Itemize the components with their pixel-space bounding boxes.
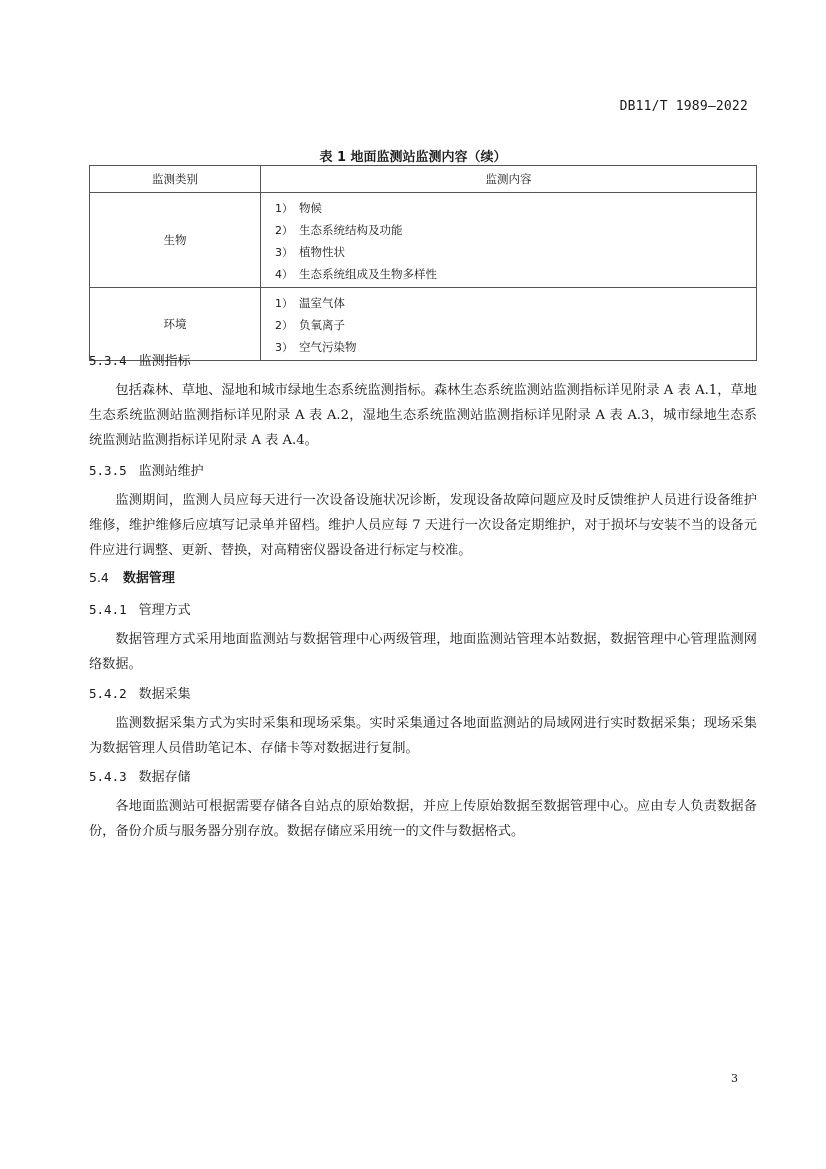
item-text: 生态系统组成及生物多样性 [299, 267, 437, 281]
item-text: 植物性状 [299, 245, 345, 259]
list-item [275, 314, 756, 336]
list-item [275, 241, 756, 263]
section-title: 监测站维护 [138, 464, 204, 479]
item-text: 空气污染物 [299, 340, 357, 354]
section-number: 5.4 [89, 570, 109, 585]
section-title: 数据存储 [138, 770, 191, 785]
section-paragraph: 监测期间，监测人员应每天进行一次设备设施状况诊断，发现设备故障问题应及时反馈维护人员进行设备维护维修，维护维修后应填写记录单并留档。维护人员应每 7 天进行一次设备定期维护，对于损坏与安装不当的设备元件应进行调整、更新、替换，对高精密仪器设备进行标定与校准。 [89, 493, 757, 558]
section-paragraph: 各地面监测站可根据需要存储各自站点的原始数据，并应上传原始数据至数据管理中心。应由专人负责数据备份，备份介质与服务器分别存放。数据存储应采用统一的文件与数据格式。 [89, 799, 757, 839]
section-paragraph: 包括森林、草地、湿地和城市绿地生态系统监测指标。森林生态系统监测站监测指标详见附录 A 表 A.1，草地生态系统监测站监测指标详见附录 A 表 A.2，湿地生态系统监测站监测指标详见附录 A 表 A.3，城市绿地生态系统监测站监测指标详见附录 A 表 A.4。 [89, 383, 757, 448]
table-title: 表 1 地面监测站监测内容（续） [319, 150, 507, 165]
item-number: 2） [275, 224, 293, 237]
row-category: 生物 [90, 193, 261, 288]
section-heading-5-4-3 [89, 766, 191, 785]
column-header-category: 监测类别 [90, 166, 261, 193]
row-items [261, 193, 757, 288]
section-number: 5.3.5 [89, 463, 127, 478]
section-heading-5-4-2 [89, 683, 191, 702]
monitoring-content-table [89, 165, 757, 361]
section-title: 管理方式 [138, 603, 191, 618]
section-number: 5.4.2 [89, 686, 127, 701]
section-number: 5.4.3 [89, 769, 127, 784]
list-item [275, 219, 756, 241]
list-item [275, 263, 756, 285]
item-number: 4） [275, 268, 293, 281]
item-number: 3） [275, 246, 293, 259]
section-title: 数据管理 [122, 571, 175, 586]
item-number: 3） [275, 341, 293, 354]
section-heading-5-3-4 [89, 350, 191, 369]
page-number: 3 [731, 1072, 738, 1085]
section-paragraph: 监测数据采集方式为实时采集和现场采集。实时采集通过各地面监测站的局域网进行实时数据采集；现场采集为数据管理人员借助笔记本、存储卡等对数据进行复制。 [89, 716, 757, 756]
section-heading-5-3-5 [89, 460, 204, 479]
column-header-content: 监测内容 [261, 166, 757, 193]
table-header-row [90, 166, 757, 193]
section-number: 5.3.4 [89, 353, 127, 368]
section-title: 数据采集 [138, 687, 191, 702]
list-item [275, 336, 756, 358]
item-number: 1） [275, 297, 293, 310]
item-text: 负氧离子 [299, 318, 345, 332]
item-text: 物候 [299, 201, 322, 215]
row-items [261, 288, 757, 361]
item-number: 2） [275, 319, 293, 332]
table-row [90, 193, 757, 288]
section-heading-5-4-1 [89, 599, 191, 618]
list-item [275, 292, 756, 314]
item-number: 1） [275, 202, 293, 215]
section-paragraph: 数据管理方式采用地面监测站与数据管理中心两级管理，地面监测站管理本站数据，数据管理中心管理监测网络数据。 [89, 632, 757, 672]
section-number: 5.4.1 [89, 602, 127, 617]
item-text: 生态系统结构及功能 [299, 223, 403, 237]
row-category: 环境 [90, 288, 261, 361]
item-text: 温室气体 [299, 296, 345, 310]
standard-number: DB11/T 1989—2022 [619, 99, 748, 114]
section-title: 监测指标 [138, 354, 191, 369]
section-heading-5-4 [89, 567, 175, 586]
list-item [275, 197, 756, 219]
